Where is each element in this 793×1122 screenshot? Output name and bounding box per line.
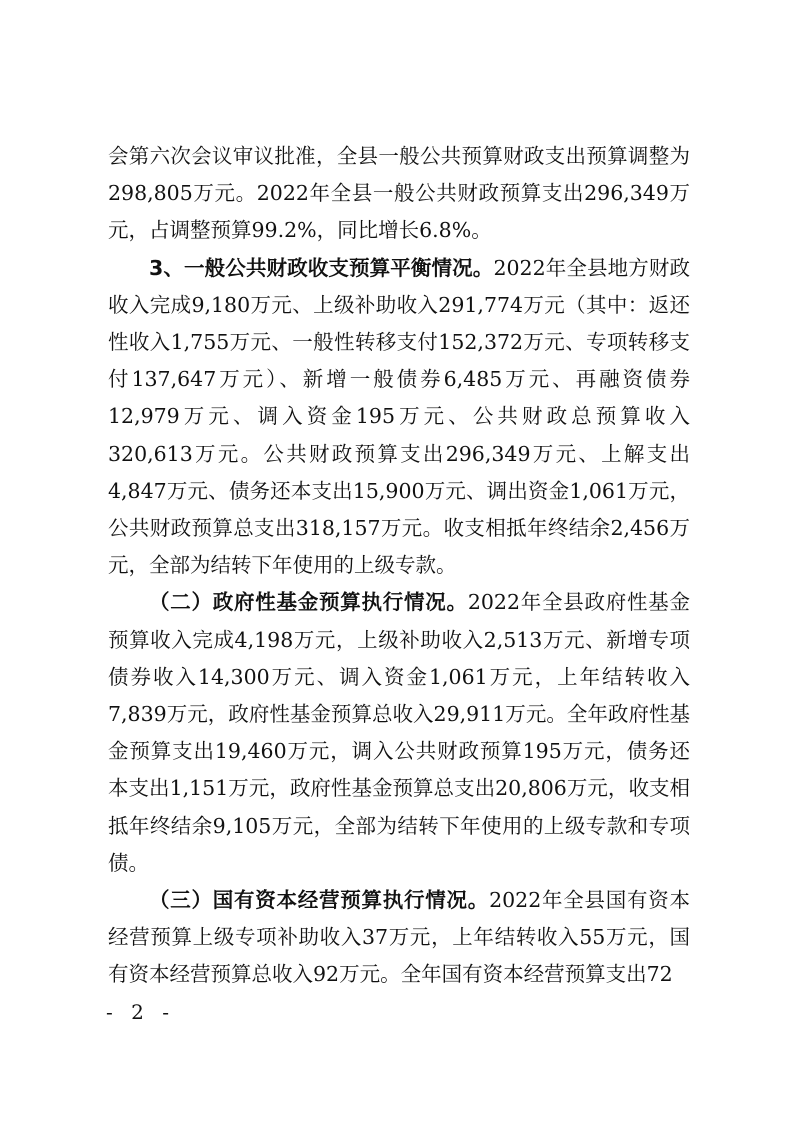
paragraph-heading: （三）国有资本经营预算执行情况。 [149,888,490,913]
paragraph-heading: 3、一般公共财政收支预算平衡情况。 [149,255,494,280]
paragraph-text: 会第六次会议审议批准，全县一般公共预算财政支出预算调整为298,805万元。2022年全县一般公共财政预算支出296,349万元，占调整预算99.2%，同比增长6.8%。 [108,144,690,243]
paragraph-government-fund-budget [108,584,690,882]
paragraph-text: 2022年全县国有资本经营预算上级专项补助收入37万元，上年结转收入55万元，国有资本经营预算总收入92万元。全年国有资本经营预算支出72 [108,888,691,987]
document-body [108,138,690,994]
paragraph-text: 2022年全县政府性基金预算收入完成4,198万元，上级补助收入2,513万元、新增专项债券收入14,300万元、调入资金1,061万元，上年结转收入7,839万元，政府性基金预算总收入29,911万元。全年政府性基金预算支出19,460万元，调入公共财政预算195万元，债务还本支出1,151万元，政府性基金预算总支出20,806万元，收支相抵年终结余9,105万元，全部为结转下年使用的上级专款和专项债。 [108,590,691,875]
paragraph-general-budget-balance [108,250,690,585]
paragraph-heading: （二）政府性基金预算执行情况。 [149,590,468,615]
paragraph-text: 2022年全县地方财政收入完成9,180万元、上级补助收入291,774万元（其中：返还性收入1,755万元、一般性转移支付152,372万元、专项转移支付137,647万元）、新增一般债券6,485万元、再融资债券12,979万元、调入资金195万元、公共财政总预算收入320,613万元。公共财政预算支出296,349万元、上解支出4,847万元、债务还本支出15,900万元、调出资金1,061万元，公共财政预算总支出318,157万元。收支相抵年终结余2,456万元，全部为结转下年使用的上级专款。 [108,255,691,578]
paragraph-state-capital-budget [108,882,690,994]
page-number: - 2 - [106,1000,175,1024]
paragraph-continuation [108,138,690,250]
